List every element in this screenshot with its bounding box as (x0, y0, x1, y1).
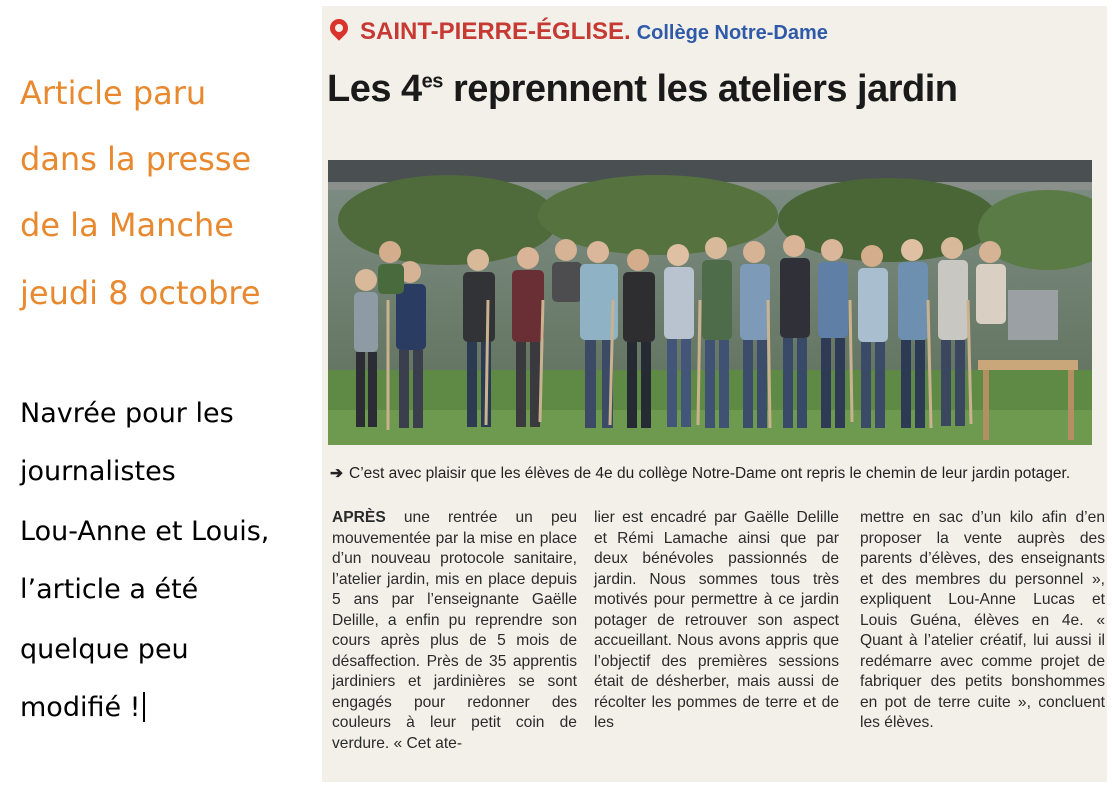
headline-end: reprennent les ateliers jardin (442, 68, 958, 110)
note-line-4: jeudi 8 octobre (20, 274, 261, 312)
apology-line-3: Lou-Anne et Louis, (20, 516, 270, 547)
headline-sup: es (421, 70, 443, 93)
article-headline (327, 68, 958, 111)
article-body (332, 508, 1105, 778)
apology-line-6-wrap[interactable] (20, 692, 145, 723)
group-photo (328, 160, 1092, 445)
photo-caption (330, 464, 1070, 483)
school-name: Collège Notre-Dame (636, 22, 828, 44)
apology-line-6: modifié ! (20, 692, 141, 723)
location-header (330, 18, 828, 46)
text-cursor (143, 692, 145, 722)
apology-line-1: Navrée pour les (20, 398, 234, 429)
note-line-3: de la Manche (20, 206, 234, 244)
article-column-2: lier est encadré par Gaëlle Delille et Rémi Lamache ainsi que par deux bénévoles passionnés de jardin. Nous sommes tous très motivés pour permettre à ce jardin potager de retrouver son aspect accueillant. Nous avons appris que l’objectif des premières sessions était de désherber, mais aussi de récolter les pommes de terre et de les (594, 509, 839, 731)
note-line-2: dans la presse (20, 140, 252, 178)
article-column-1 (332, 508, 577, 754)
article-lead-word: APRÈS (332, 509, 386, 526)
apology-line-4: l’article a été (20, 574, 199, 605)
apology-line-5: quelque peu (20, 634, 189, 665)
caption-text: C’est avec plaisir que les élèves de 4e du collège Notre-Dame ont repris le chemin de leur jardin potager. (349, 465, 1071, 482)
town-name: SAINT-PIERRE-ÉGLISE. (360, 18, 631, 45)
article-column-3: mettre en sac d’un kilo afin d’en proposer la vente auprès des parents d’élèves, des enseignants et des membres du personnel », expliquent Lou-Anne Lucas et Louis Guéna, élèves en 4e. « Quant à l’atelier créatif, lui aussi il redémarre avec comme projet de fabriquer des petits bonshommes en pot de terre cuite », concluent les élèves. (860, 509, 1105, 731)
group-photo-illustration (328, 160, 1092, 445)
apology-line-2: journalistes (20, 456, 176, 487)
note-line-1: Article paru (20, 74, 207, 112)
caption-arrow-icon: ➔ (330, 465, 343, 482)
headline-start: Les 4 (327, 68, 422, 110)
location-pin-icon (326, 15, 351, 40)
article-column-1-text: une rentrée un peu mouvementée par la mise en place d’un nouveau protocole sanitaire, l’atelier jardin, mis en place depuis 5 ans par l’enseignante Gaëlle Delille, a enfin pu reprendre son cours après plus de 5 mois de désaffection. Près de 35 apprentis jardiniers et jardinières se sont engagés pour redonner des couleurs à leur petit coin de verdure. « Cet ate- (332, 509, 577, 752)
newspaper-clipping (322, 6, 1107, 782)
